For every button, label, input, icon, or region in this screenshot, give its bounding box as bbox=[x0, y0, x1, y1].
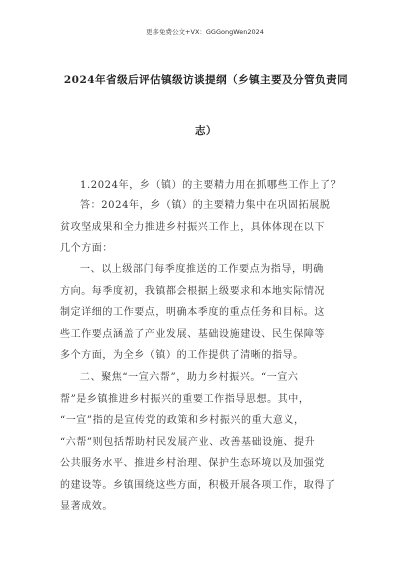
point-one-line: 些工作要点涵盖了产业发展、基础设施建设、民生保障等 bbox=[60, 328, 325, 340]
point-two-line: “六帮”则包括帮助村民发展产业、改善基础设施、提升 bbox=[60, 436, 316, 448]
point-one-line: 制定详细的工作要点，明确本季度的重点任务和目标。这 bbox=[60, 307, 325, 318]
answer-line: 贫攻坚成果和全力推进乡村振兴工作上，具体体现在以下 bbox=[60, 221, 325, 233]
question-text: 1.2024年，乡（镇）的主要精力用在抓哪些工作上了？ bbox=[80, 180, 342, 191]
header-note: 更多免费公文+VX：GGGongWen2024 bbox=[146, 28, 264, 36]
point-two-line: “一宣”指的是宣传党的政策和乡村振兴的重大意义， bbox=[60, 415, 305, 426]
point-two-line: 帮”是乡镇推进乡村振兴的重要工作指导思想。其中， bbox=[60, 393, 310, 405]
answer-paragraph bbox=[60, 195, 356, 260]
point-two-line: 公共服务水平、推进乡村治理、保护生态环境以及加强党 bbox=[60, 458, 325, 469]
point-two-line: 显著成效。 bbox=[60, 501, 113, 512]
point-two-line: 二、聚焦“一宣六帮”，助力乡村振兴。“一宣六 bbox=[80, 372, 299, 383]
point-one-line: 一、以上级部门每季度推送的工作要点为指导，明确 bbox=[80, 264, 324, 275]
answer-line: 答：2024年，乡（镇）的主要精力集中在巩固拓展脱 bbox=[80, 200, 331, 211]
point-one-paragraph bbox=[60, 259, 356, 367]
point-two-line: 的建设等。乡镇围绕这些方面，积极开展各项工作，取得了 bbox=[60, 479, 336, 491]
document-title-line-2: 志） bbox=[195, 125, 217, 137]
point-two-paragraph bbox=[60, 367, 356, 518]
point-one-line: 多个方面，为全乡（镇）的工作提供了清晰的指导。 bbox=[60, 350, 304, 361]
point-one-line: 方向。每季度初，我镇都会根据上级要求和本地实际情况 bbox=[60, 285, 325, 297]
document-title-line-1: 2024年省级后评估镇级访谈提纲（乡镇主要及分管负责同 bbox=[63, 74, 349, 86]
question-paragraph bbox=[60, 175, 356, 197]
answer-line: 几个方面： bbox=[60, 243, 113, 254]
